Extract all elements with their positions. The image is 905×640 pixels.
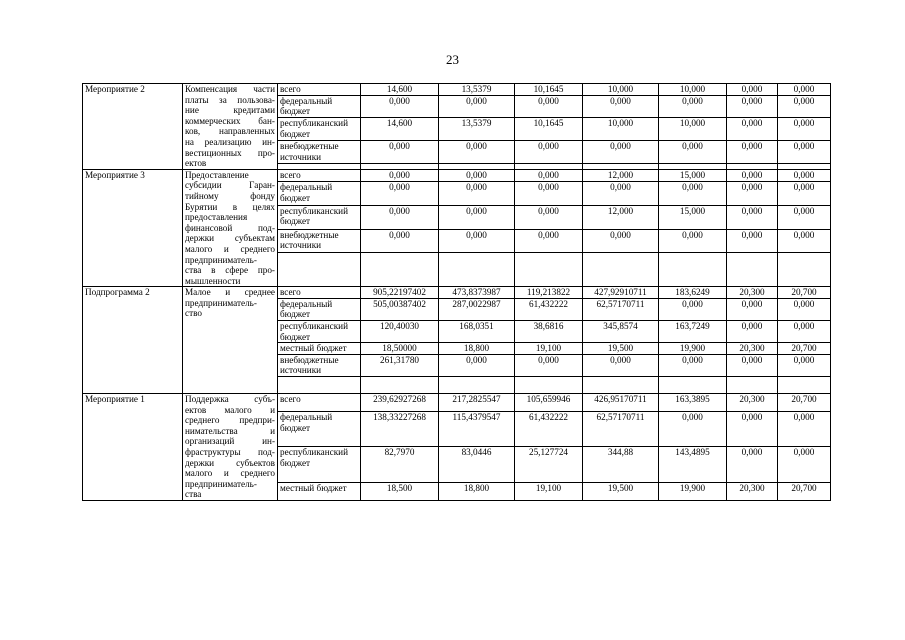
value-cell: 287,0022987 xyxy=(439,298,515,320)
funding-source-line: бюджет xyxy=(280,422,311,433)
value-cell: 905,22197402 xyxy=(361,287,439,299)
value-cell: 0,000 xyxy=(659,354,727,376)
value-cell: 163,3895 xyxy=(659,394,727,412)
value-cell: 61,432222 xyxy=(515,412,583,447)
value-cell: 119,213822 xyxy=(515,287,583,299)
funding-source-cell xyxy=(278,321,361,343)
funding-source-cell xyxy=(278,394,361,412)
value-cell: 20,700 xyxy=(778,394,831,412)
value-cell: 15,000 xyxy=(659,205,727,229)
description-line: предоставления xyxy=(185,212,248,223)
value-cell: 473,8373987 xyxy=(439,287,515,299)
funding-source-cell xyxy=(278,343,361,355)
value-cell: 10,000 xyxy=(659,118,727,141)
value-cell: 0,000 xyxy=(583,141,659,164)
value-cell: 20,300 xyxy=(727,482,778,500)
funding-source-cell xyxy=(278,482,361,500)
value-cell: 217,2825547 xyxy=(439,394,515,412)
value-cell: 115,4379547 xyxy=(439,412,515,447)
value-cell: 0,000 xyxy=(727,205,778,229)
value-cell: 19,500 xyxy=(583,482,659,500)
value-cell: 239,62927268 xyxy=(361,394,439,412)
value-cell: 0,000 xyxy=(361,205,439,229)
value-cell: 62,57170711 xyxy=(583,298,659,320)
empty-cell xyxy=(583,253,659,287)
event-description-cell xyxy=(183,394,278,501)
value-cell: 19,900 xyxy=(659,482,727,500)
funding-source-cell xyxy=(278,182,361,206)
value-cell: 0,000 xyxy=(515,229,583,253)
value-cell: 20,700 xyxy=(778,343,831,355)
value-cell: 0,000 xyxy=(778,205,831,229)
page-number: 23 xyxy=(446,52,459,67)
value-cell: 0,000 xyxy=(583,182,659,206)
value-cell: 0,000 xyxy=(515,95,583,118)
value-cell: 0,000 xyxy=(778,169,831,181)
value-cell: 0,000 xyxy=(659,141,727,164)
value-cell: 82,7970 xyxy=(361,447,439,482)
value-cell: 10,000 xyxy=(583,118,659,141)
funding-source-line: источники xyxy=(280,365,322,376)
value-cell: 0,000 xyxy=(659,229,727,253)
description-line: Поддержка субъ- xyxy=(185,394,275,405)
empty-cell xyxy=(727,253,778,287)
empty-cell xyxy=(439,377,515,394)
empty-cell xyxy=(278,377,361,394)
value-cell: 12,000 xyxy=(583,205,659,229)
event-description-cell xyxy=(183,287,278,394)
value-cell: 143,4895 xyxy=(659,447,727,482)
value-cell: 0,000 xyxy=(727,84,778,96)
empty-cell xyxy=(727,377,778,394)
value-cell: 19,500 xyxy=(583,343,659,355)
value-cell: 427,92910711 xyxy=(583,287,659,299)
value-cell: 0,000 xyxy=(583,229,659,253)
description-line: держки субъектов xyxy=(185,457,275,468)
description-line: нимательства и xyxy=(185,425,275,436)
empty-cell xyxy=(278,253,361,287)
funding-source-line: источники xyxy=(280,240,322,251)
description-line: платы за пользова- xyxy=(185,94,275,105)
value-cell: 10,000 xyxy=(659,84,727,96)
value-cell: 61,432222 xyxy=(515,298,583,320)
empty-cell xyxy=(659,377,727,394)
value-cell: 0,000 xyxy=(778,298,831,320)
value-cell: 0,000 xyxy=(778,354,831,376)
event-name-cell: Мероприятие 1 xyxy=(83,394,183,501)
description-line: Малое и среднее xyxy=(185,287,275,298)
value-cell: 19,100 xyxy=(515,482,583,500)
empty-cell xyxy=(778,377,831,394)
description-line: вестиционных про- xyxy=(185,147,275,158)
description-line: на реализацию ин- xyxy=(185,136,275,147)
value-cell: 0,000 xyxy=(583,354,659,376)
funding-source-cell xyxy=(278,354,361,376)
value-cell: 0,000 xyxy=(727,141,778,164)
value-cell: 0,000 xyxy=(439,354,515,376)
value-cell: 0,000 xyxy=(439,205,515,229)
value-cell: 0,000 xyxy=(727,229,778,253)
value-cell: 20,700 xyxy=(778,287,831,299)
funding-source-cell xyxy=(278,84,361,96)
funding-source-line: внебюджетные xyxy=(280,141,339,152)
value-cell: 0,000 xyxy=(515,141,583,164)
funding-source-cell xyxy=(278,287,361,299)
value-cell: 0,000 xyxy=(659,412,727,447)
funding-source-cell xyxy=(278,205,361,229)
description-line: фраструктуры под- xyxy=(185,447,275,457)
value-cell: 83,0446 xyxy=(439,447,515,482)
value-cell: 10,000 xyxy=(583,84,659,96)
description-line: Предоставление xyxy=(185,169,249,180)
value-cell: 0,000 xyxy=(659,298,727,320)
description-line: ектов xyxy=(185,158,207,169)
value-cell: 0,000 xyxy=(727,447,778,482)
funding-source-cell xyxy=(278,447,361,482)
description-line: финансовой под- xyxy=(185,222,275,233)
value-cell: 168,0351 xyxy=(439,321,515,343)
funding-source-line: федеральный xyxy=(280,298,333,309)
table-row xyxy=(83,287,831,299)
description-line: ние кредитами xyxy=(185,105,275,116)
funding-source-cell xyxy=(278,412,361,447)
table-row xyxy=(83,84,831,96)
value-cell: 0,000 xyxy=(778,118,831,141)
funding-source-line: бюджет xyxy=(280,192,311,203)
value-cell: 0,000 xyxy=(361,229,439,253)
value-cell: 0,000 xyxy=(439,95,515,118)
description-line: субсидии Гаран- xyxy=(185,180,275,191)
value-cell: 20,300 xyxy=(727,343,778,355)
value-cell: 13,5379 xyxy=(439,84,515,96)
value-cell: 18,50000 xyxy=(361,343,439,355)
value-cell: 345,8574 xyxy=(583,321,659,343)
value-cell: 0,000 xyxy=(778,182,831,206)
event-name-cell: Мероприятие 3 xyxy=(83,169,183,287)
empty-cell xyxy=(583,377,659,394)
value-cell: 261,31780 xyxy=(361,354,439,376)
event-name-cell: Подпрограмма 2 xyxy=(83,287,183,394)
value-cell: 0,000 xyxy=(778,95,831,118)
event-description-cell xyxy=(183,84,278,170)
value-cell: 20,300 xyxy=(727,394,778,412)
funding-source-line: всего xyxy=(280,287,301,298)
funding-source-cell xyxy=(278,141,361,164)
description-line: ектов малого и xyxy=(185,404,275,415)
description-line: держки субъектам xyxy=(185,233,275,244)
description-line: Компенсация части xyxy=(185,84,275,94)
value-cell: 183,6249 xyxy=(659,287,727,299)
funding-source-line: бюджет xyxy=(280,331,311,342)
funding-source-line: бюджет xyxy=(280,309,311,320)
funding-source-line: всего xyxy=(280,394,301,405)
value-cell: 0,000 xyxy=(515,205,583,229)
funding-source-cell xyxy=(278,95,361,118)
description-line: Бурятии в целях xyxy=(185,201,275,212)
funding-source-line: местный бюджет xyxy=(280,343,347,354)
event-name-cell: Мероприятие 2 xyxy=(83,84,183,170)
empty-cell xyxy=(515,253,583,287)
value-cell: 13,5379 xyxy=(439,118,515,141)
description-line: малого и среднего xyxy=(185,468,275,479)
value-cell: 0,000 xyxy=(515,354,583,376)
funding-source-line: внебюджетные xyxy=(280,229,339,240)
value-cell: 0,000 xyxy=(727,298,778,320)
value-cell: 105,659946 xyxy=(515,394,583,412)
value-cell: 0,000 xyxy=(778,84,831,96)
value-cell: 0,000 xyxy=(727,182,778,206)
description-line: ство xyxy=(185,308,202,319)
event-description-cell xyxy=(183,169,278,287)
funding-source-cell xyxy=(278,118,361,141)
value-cell: 138,33227268 xyxy=(361,412,439,447)
value-cell: 18,800 xyxy=(439,343,515,355)
value-cell: 0,000 xyxy=(515,182,583,206)
funding-source-line: всего xyxy=(280,84,301,94)
value-cell: 0,000 xyxy=(361,95,439,118)
value-cell: 0,000 xyxy=(439,141,515,164)
description-line: организаций ин- xyxy=(185,436,275,447)
empty-cell xyxy=(778,253,831,287)
description-line: среднего предпри- xyxy=(185,415,275,426)
value-cell: 25,127724 xyxy=(515,447,583,482)
value-cell: 18,500 xyxy=(361,482,439,500)
value-cell: 0,000 xyxy=(727,95,778,118)
description-line: малого и среднего xyxy=(185,243,275,254)
value-cell: 120,40030 xyxy=(361,321,439,343)
funding-source-line: федеральный xyxy=(280,412,333,423)
value-cell: 62,57170711 xyxy=(583,412,659,447)
empty-cell xyxy=(439,253,515,287)
value-cell: 505,00387402 xyxy=(361,298,439,320)
value-cell: 0,000 xyxy=(515,169,583,181)
value-cell: 0,000 xyxy=(778,321,831,343)
value-cell: 0,000 xyxy=(727,118,778,141)
description-line: коммерческих бан- xyxy=(185,115,275,126)
value-cell: 14,600 xyxy=(361,118,439,141)
value-cell: 0,000 xyxy=(778,412,831,447)
funding-source-line: федеральный xyxy=(280,182,333,193)
funding-source-line: бюджет xyxy=(280,216,311,227)
funding-source-line: бюджет xyxy=(280,458,311,469)
value-cell: 0,000 xyxy=(778,229,831,253)
funding-source-cell xyxy=(278,229,361,253)
funding-source-line: республиканский xyxy=(280,321,349,332)
value-cell: 20,700 xyxy=(778,482,831,500)
funding-source-cell xyxy=(278,298,361,320)
funding-source-line: федеральный xyxy=(280,95,333,106)
value-cell: 0,000 xyxy=(439,182,515,206)
empty-cell xyxy=(361,377,439,394)
value-cell: 0,000 xyxy=(361,141,439,164)
description-line: ков, направленных xyxy=(185,126,275,137)
value-cell: 38,6816 xyxy=(515,321,583,343)
value-cell: 0,000 xyxy=(361,182,439,206)
value-cell: 19,100 xyxy=(515,343,583,355)
value-cell: 0,000 xyxy=(778,141,831,164)
value-cell: 0,000 xyxy=(583,95,659,118)
value-cell: 18,800 xyxy=(439,482,515,500)
value-cell: 19,900 xyxy=(659,343,727,355)
budget-table xyxy=(82,83,831,501)
value-cell: 10,1645 xyxy=(515,118,583,141)
value-cell: 0,000 xyxy=(727,169,778,181)
description-line: мышленности xyxy=(185,275,241,286)
funding-source-line: местный бюджет xyxy=(280,482,347,493)
value-cell: 0,000 xyxy=(439,169,515,181)
value-cell: 12,000 xyxy=(583,169,659,181)
funding-source-line: республиканский xyxy=(280,447,349,458)
value-cell: 163,7249 xyxy=(659,321,727,343)
funding-source-line: источники xyxy=(280,151,322,162)
value-cell: 0,000 xyxy=(361,169,439,181)
funding-source-line: республиканский xyxy=(280,118,349,129)
value-cell: 10,1645 xyxy=(515,84,583,96)
funding-source-line: внебюджетные xyxy=(280,354,339,365)
funding-source-line: бюджет xyxy=(280,129,311,140)
value-cell: 0,000 xyxy=(727,354,778,376)
description-line: ства xyxy=(185,489,202,500)
value-cell: 0,000 xyxy=(659,95,727,118)
description-line: ства в сфере про- xyxy=(185,265,275,276)
value-cell: 20,300 xyxy=(727,287,778,299)
table-row xyxy=(83,169,831,181)
table-row xyxy=(83,394,831,412)
funding-source-line: республиканский xyxy=(280,205,349,216)
empty-cell xyxy=(515,377,583,394)
value-cell: 0,000 xyxy=(778,447,831,482)
empty-cell xyxy=(361,253,439,287)
value-cell: 0,000 xyxy=(727,412,778,447)
funding-source-line: всего xyxy=(280,169,301,180)
description-line: предприниматель- xyxy=(185,254,257,265)
empty-cell xyxy=(659,253,727,287)
funding-source-cell xyxy=(278,169,361,181)
value-cell: 0,000 xyxy=(659,182,727,206)
value-cell: 0,000 xyxy=(727,321,778,343)
description-line: тийному фонду xyxy=(185,190,275,201)
value-cell: 0,000 xyxy=(439,229,515,253)
value-cell: 14,600 xyxy=(361,84,439,96)
funding-source-line: бюджет xyxy=(280,106,311,117)
value-cell: 15,000 xyxy=(659,169,727,181)
value-cell: 344,88 xyxy=(583,447,659,482)
description-line: предприниматель- xyxy=(185,297,257,308)
description-line: предприниматель- xyxy=(185,478,257,489)
value-cell: 426,95170711 xyxy=(583,394,659,412)
